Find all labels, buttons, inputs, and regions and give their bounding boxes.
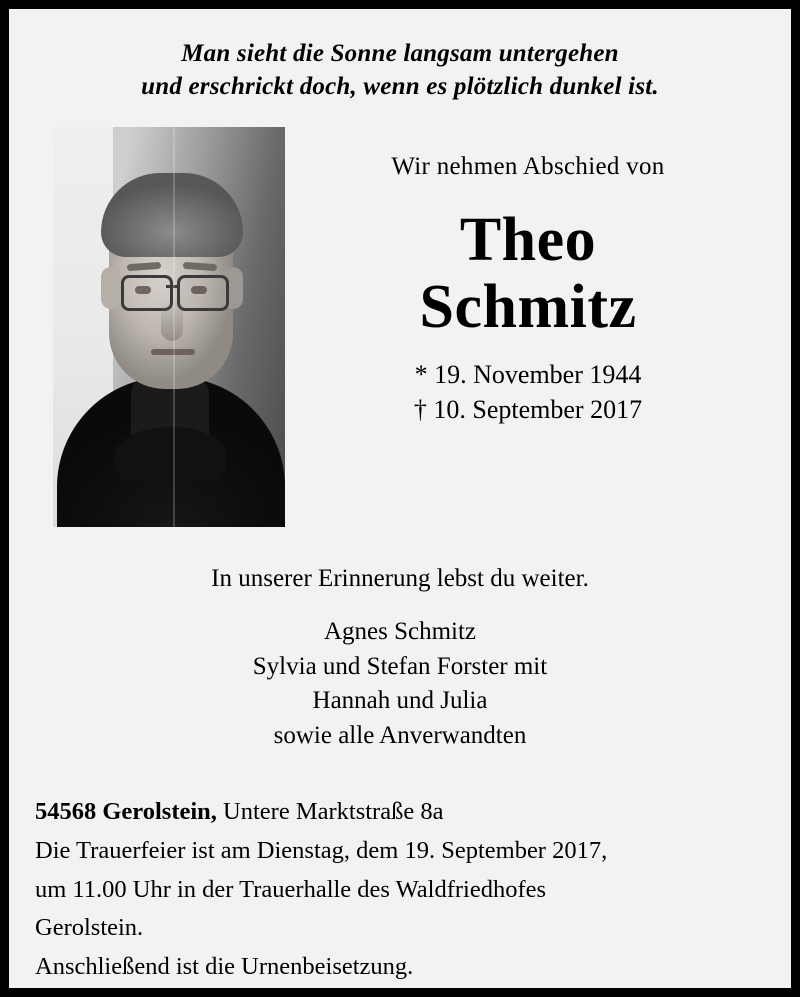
motto-quote [35, 37, 765, 103]
life-dates [291, 357, 765, 427]
death-date: † 10. September 2017 [413, 395, 643, 424]
name-block [285, 127, 765, 427]
birth-date: * 19. November 1944 [414, 359, 642, 389]
service-line-1: Die Trauerfeier ist am Dienstag, dem 19. September 2017, [35, 836, 608, 864]
portrait-container [35, 127, 285, 527]
photo-nose [161, 301, 183, 341]
address-city: 54568 Gerolstein, [35, 798, 217, 825]
photo-ear-left [101, 267, 121, 309]
deceased-last-name: Schmitz [419, 272, 637, 341]
family-member-line: Hannah und Julia [312, 687, 488, 714]
burial-line: Anschließend ist die Urnenbeisetzung. [35, 953, 414, 981]
address-street: Untere Marktstraße 8a [216, 798, 444, 825]
service-details [35, 795, 765, 985]
portrait-photo [53, 127, 285, 527]
photo-glasses-right [177, 275, 229, 311]
motto-line-1: Man sieht die Sonne langsam untergehen [181, 40, 619, 67]
photo-seam [173, 127, 175, 527]
family-member-line: sowie alle Anverwandten [273, 721, 527, 749]
family-list [35, 615, 765, 753]
service-line-3: Gerolstein. [35, 914, 144, 942]
photo-collar [115, 427, 227, 483]
memory-text: In unserer Erinnerung lebst du weiter. [211, 565, 589, 592]
family-member-line: Agnes Schmitz [323, 618, 477, 645]
deceased-name [291, 207, 765, 341]
address-line [35, 795, 765, 830]
motto-line-2: und erschrickt doch, wenn es plötzlich dunkel ist. [141, 73, 659, 100]
deceased-first-name: Theo [459, 206, 597, 274]
upper-section [35, 127, 765, 527]
service-line-2: um 11.00 Uhr in der Trauerhalle des Waldfriedhofes [35, 875, 547, 903]
family-member-line: Sylvia und Stefan Forster mit [252, 652, 548, 680]
farewell-text: Wir nehmen Abschied von [391, 153, 665, 180]
photo-glasses-bridge [166, 285, 178, 288]
